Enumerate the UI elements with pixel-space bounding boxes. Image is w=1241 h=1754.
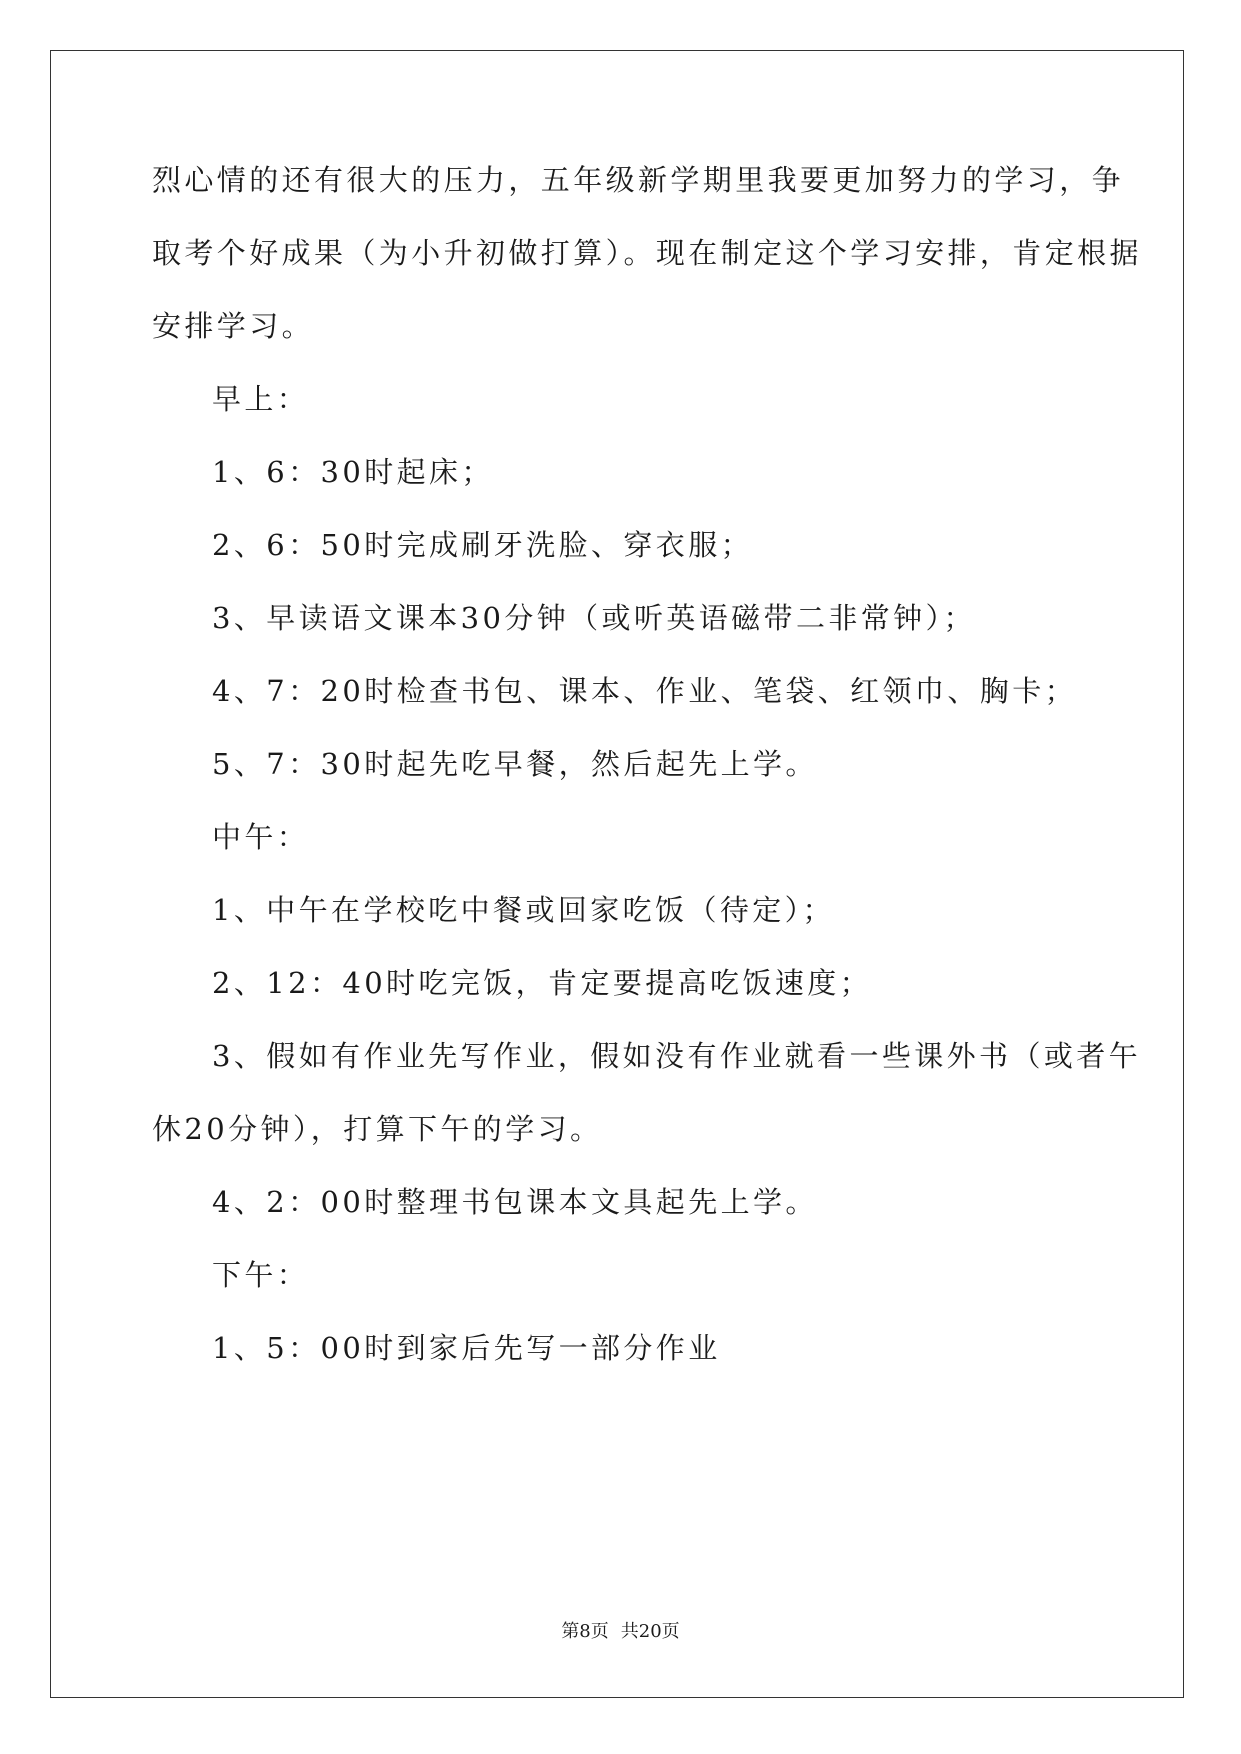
section-heading-afternoon: 下午： [212, 1258, 310, 1292]
list-item: 4、2：00时整理书包课本文具起先上学。 [212, 1185, 818, 1219]
list-item: 3、早读语文课本30分钟（或听英语磁带二非常钟）； [212, 601, 976, 635]
section-heading-morning: 早上： [212, 382, 310, 416]
list-item: 1、5：00时到家后先写一部分作业 [212, 1331, 721, 1365]
page-footer [0, 1620, 1241, 1644]
page-number: 第8页 [561, 1621, 609, 1642]
list-item: 3、假如有作业先写作业，假如没有作业就看一些课外书（或者午 [212, 1039, 1142, 1073]
paragraph-line: 安排学习。 [152, 309, 315, 343]
paragraph-line: 取考个好成果（为小升初做打算）。现在制定这个学习安排，肯定根据 [152, 236, 1142, 270]
list-item-continuation: 休20分钟），打算下午的学习。 [152, 1112, 603, 1146]
list-item: 1、中午在学校吃中餐或回家吃饭（待定）； [212, 893, 835, 927]
page-total: 共20页 [620, 1621, 680, 1642]
page-border [50, 50, 1184, 1698]
list-item: 4、7：20时检查书包、课本、作业、笔袋、红领巾、胸卡； [212, 674, 1078, 708]
paragraph-line: 烈心情的还有很大的压力，五年级新学期里我要更加努力的学习，争 [152, 163, 1125, 197]
list-item: 2、6：50时完成刷牙洗脸、穿衣服； [212, 528, 754, 562]
list-item: 2、12：40时吃完饭，肯定要提高吃饭速度； [212, 966, 873, 1000]
list-item: 5、7：30时起先吃早餐，然后起先上学。 [212, 747, 818, 781]
list-item: 1、6：30时起床； [212, 455, 494, 489]
section-heading-noon: 中午： [212, 820, 310, 854]
